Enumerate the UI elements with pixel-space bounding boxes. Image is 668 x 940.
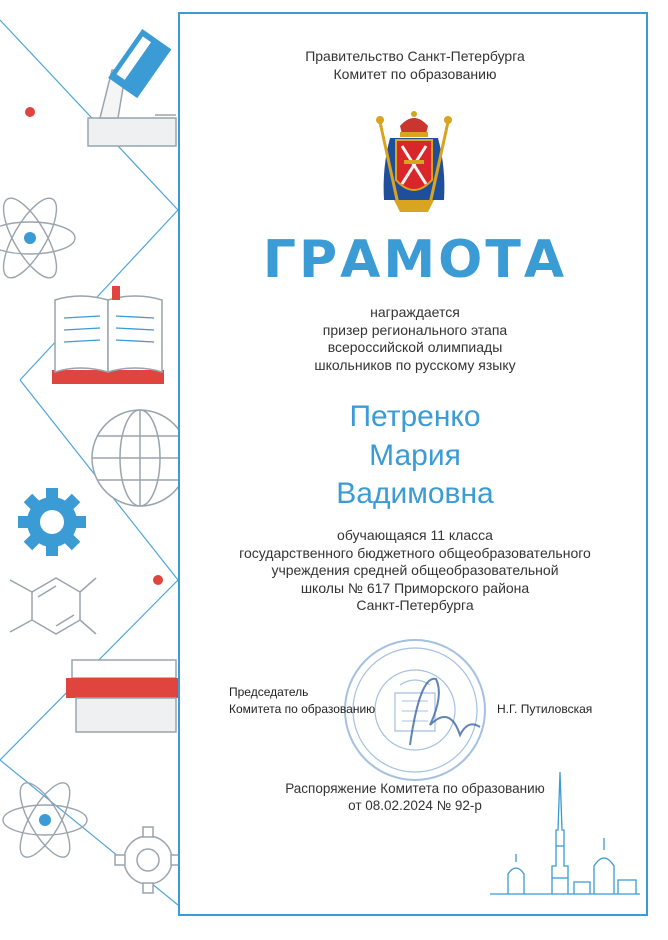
issuer-committee: Комитет по образованию bbox=[333, 66, 497, 82]
school-line: школы № 617 Приморского района bbox=[300, 579, 530, 596]
microscope-icon bbox=[88, 30, 176, 146]
gear-icon bbox=[18, 488, 86, 556]
award-line: школьников по русскому языку bbox=[314, 356, 516, 373]
school-line: Санкт-Петербурга bbox=[356, 597, 474, 613]
school-line: государственного бюджетного общеобразовательного bbox=[239, 544, 591, 561]
signatory-title: Председатель bbox=[229, 685, 309, 699]
globe-icon bbox=[92, 410, 180, 506]
awardee-first-name: Мария bbox=[369, 438, 461, 472]
issuer-government: Правительство Санкт-Петербурга bbox=[305, 48, 525, 64]
award-line: награждается bbox=[370, 304, 460, 320]
signatory-position bbox=[229, 684, 375, 718]
signatory-name: Н.Г. Путиловская bbox=[497, 702, 593, 716]
order-title: Распоряжение Комитета по образованию bbox=[285, 781, 545, 796]
red-dot-icon bbox=[25, 107, 35, 117]
decorative-border bbox=[0, 0, 180, 940]
gear-icon bbox=[115, 827, 180, 893]
document-title: ГРАМОТА bbox=[262, 230, 568, 290]
school-line: обучающаяся 11 класса bbox=[337, 527, 493, 543]
school-info bbox=[180, 527, 650, 615]
awardee-name bbox=[180, 398, 650, 514]
molecule-icon bbox=[10, 578, 96, 634]
award-line: всероссийской олимпиады bbox=[327, 339, 503, 355]
red-dot-icon bbox=[153, 575, 163, 585]
issuer-block bbox=[180, 47, 650, 83]
coat-of-arms-icon bbox=[364, 108, 464, 216]
skyline-icon bbox=[490, 770, 640, 896]
signatory-organization: Комитета по образованию bbox=[229, 702, 376, 716]
school-line: учреждения средней общеобразовательной bbox=[271, 562, 559, 578]
atom-icon bbox=[0, 191, 75, 285]
order-number: от 08.02.2024 № 92-р bbox=[348, 798, 482, 813]
awardee-surname: Петренко bbox=[349, 400, 481, 433]
book-icon bbox=[52, 286, 164, 384]
award-line: призер регионального этапа bbox=[322, 321, 508, 338]
awardee-patronymic: Вадимовна bbox=[336, 477, 494, 510]
books-stack-icon bbox=[66, 660, 178, 732]
award-text bbox=[180, 304, 650, 374]
